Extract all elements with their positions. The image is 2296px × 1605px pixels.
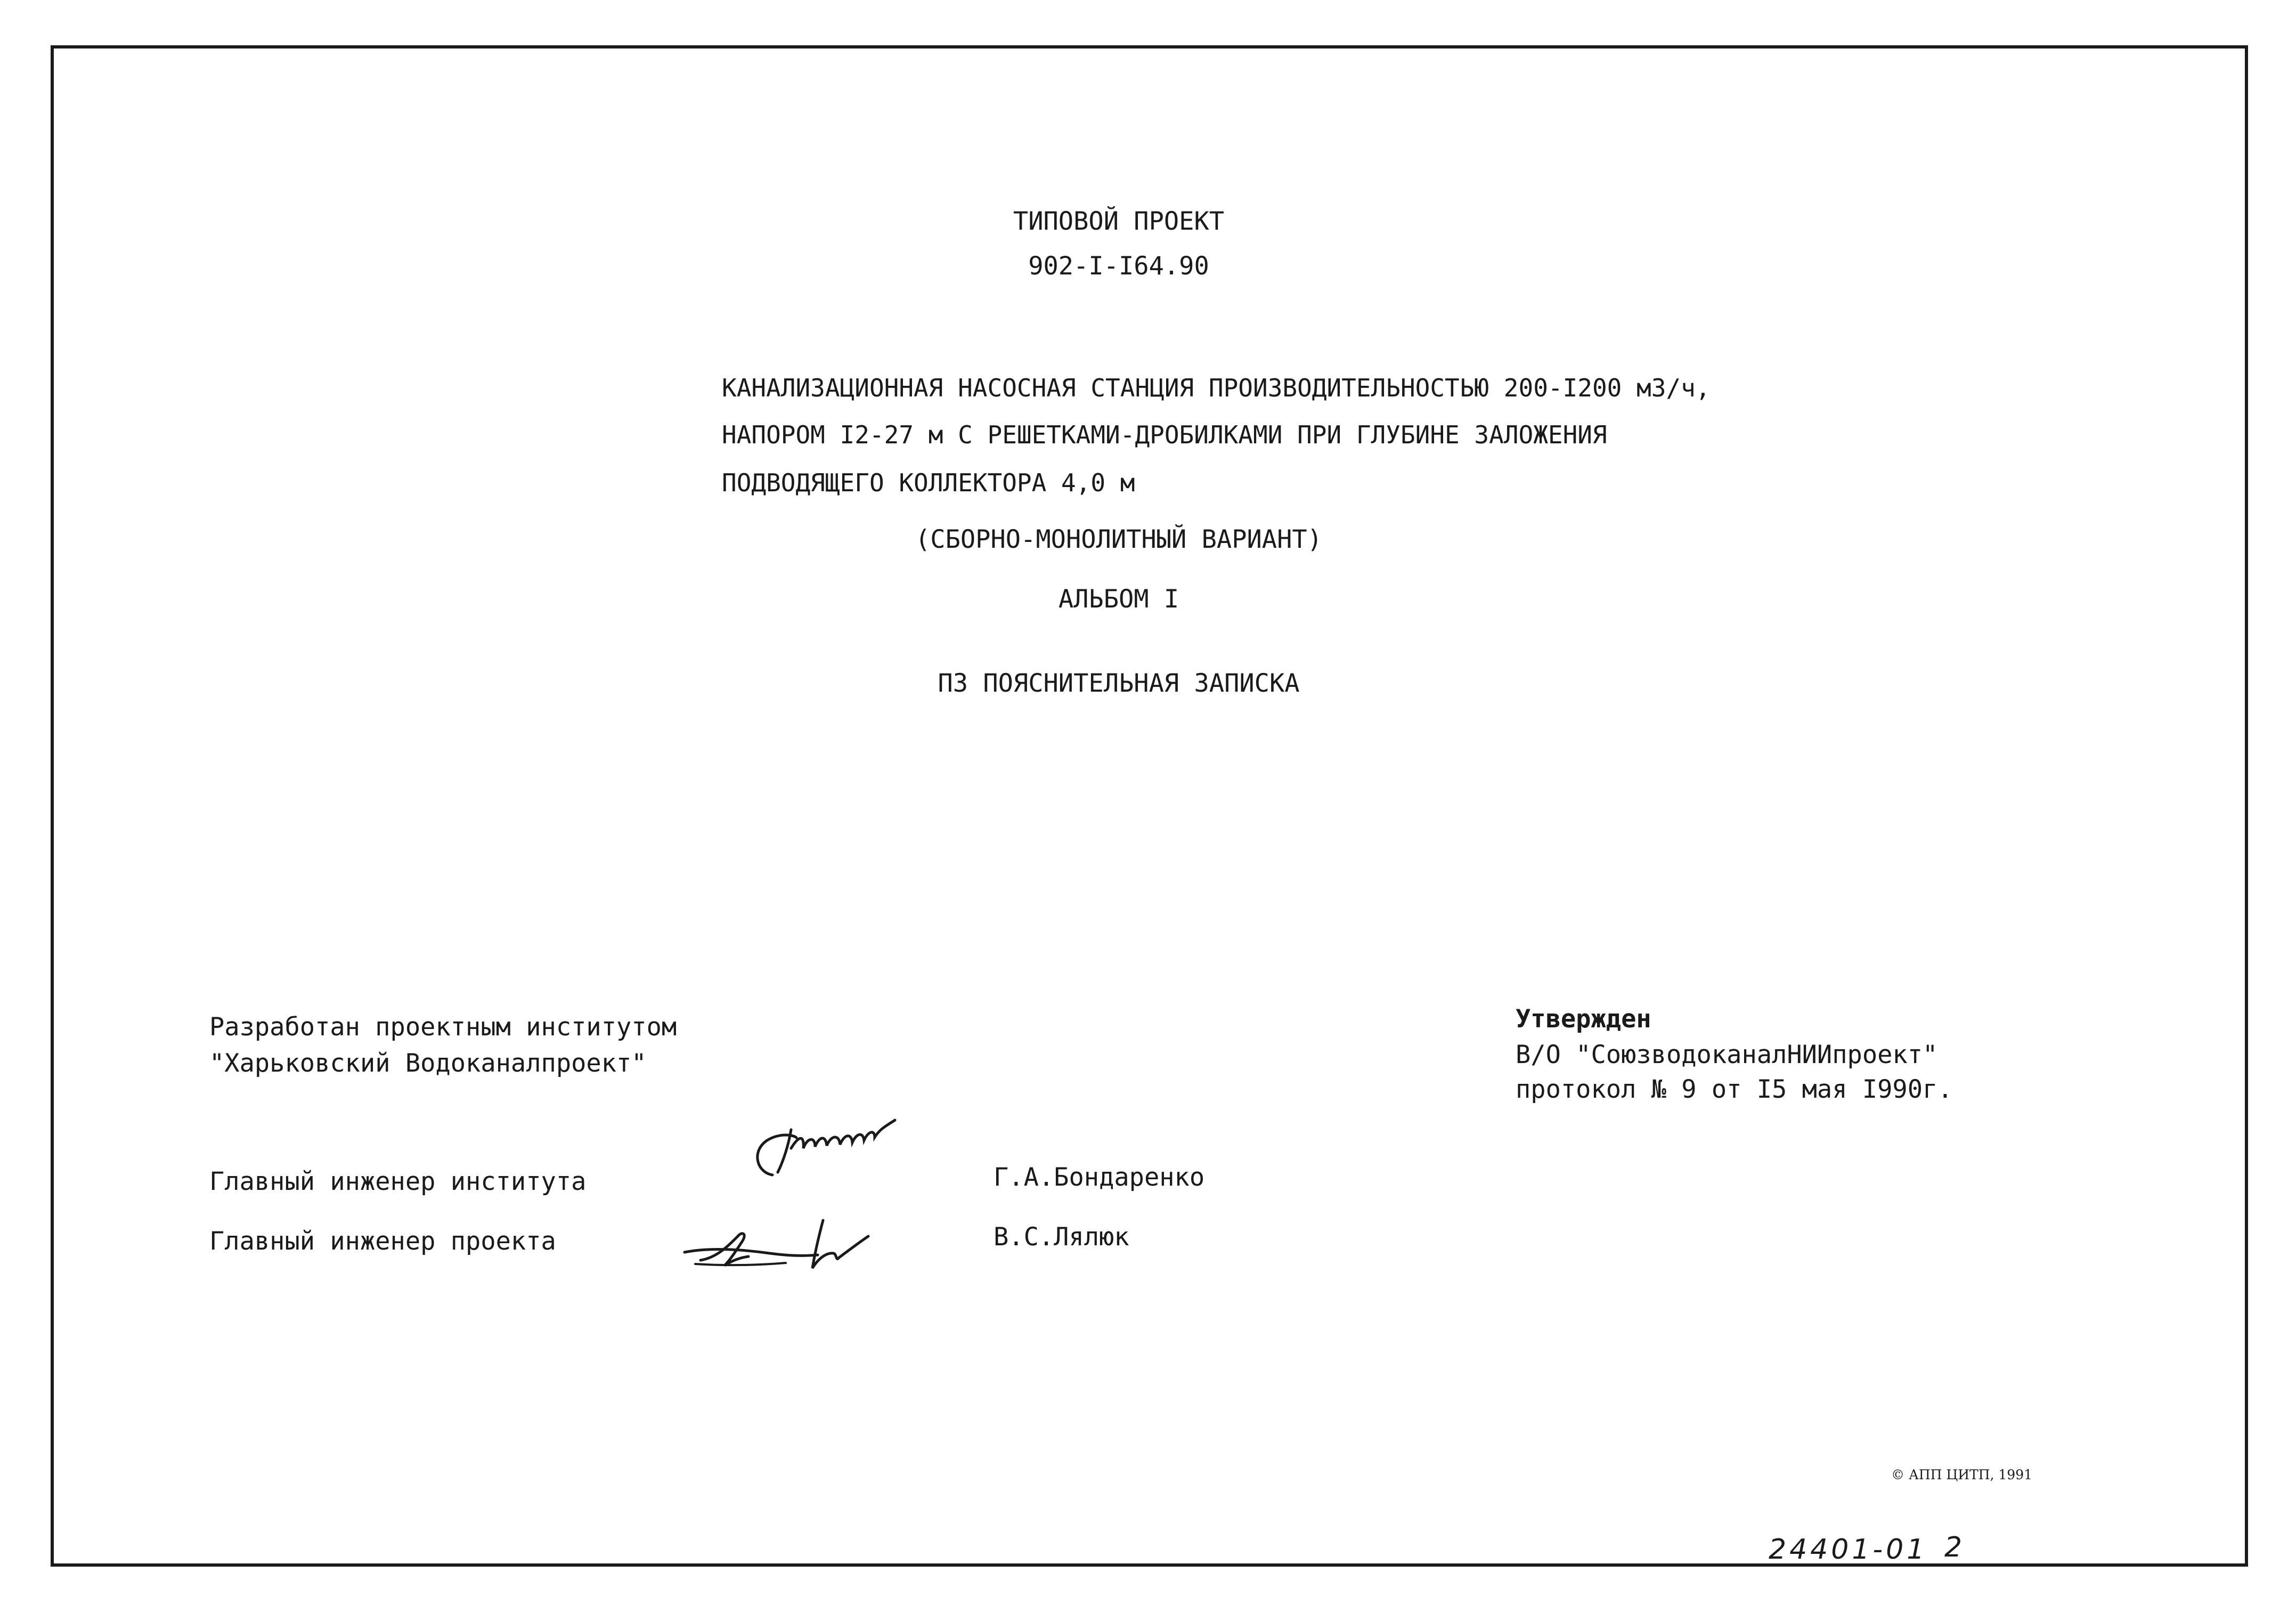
- document-code: 24401-01: [1769, 1534, 1928, 1566]
- construction-variant: (СБОРНО-МОНОЛИТНЫЙ ВАРИАНТ): [915, 525, 1322, 554]
- developer-line-1: Разработан проектным институтом: [209, 1012, 677, 1042]
- signature-chief-engineer-institute: [735, 1098, 911, 1183]
- approval-protocol: протокол № 9 от I5 мая I990г.: [1516, 1075, 1953, 1104]
- signatory-role-2: Главный инженер проекта: [209, 1227, 556, 1256]
- signatory-name-2: В.С.Лялюк: [994, 1222, 1129, 1252]
- approval-heading: Утвержден: [1516, 1004, 1651, 1034]
- description-line-2: НАПОРОМ I2-27 м С РЕШЕТКАМИ-ДРОБИЛКАМИ ПРИ ГЛУБИНЕ ЗАЛОЖЕНИЯ: [722, 420, 1607, 449]
- signatory-name-1: Г.А.Бондаренко: [994, 1163, 1205, 1192]
- approval-organization: В/О "СоюзводоканалНИИпроект": [1516, 1040, 1938, 1069]
- signatory-role-1: Главный инженер института: [209, 1167, 587, 1196]
- developer-line-2: "Харьковский Водоканалпроект": [209, 1049, 647, 1078]
- page-number: 2: [1944, 1531, 1966, 1563]
- copyright-stamp: © АПП ЦИТП, 1991: [1891, 1467, 2033, 1482]
- signature-chief-engineer-project: [679, 1215, 882, 1279]
- project-type-title: ТИПОВОЙ ПРОЕКТ: [1013, 207, 1225, 236]
- description-line-3: ПОДВОДЯЩЕГО КОЛЛЕКТОРА 4,0 м: [722, 468, 1135, 497]
- project-number: 902-I-I64.90: [1028, 252, 1209, 281]
- album-label: АЛЬБОМ I: [1058, 585, 1179, 614]
- section-title: ПЗ ПОЯСНИТЕЛЬНАЯ ЗАПИСКА: [938, 669, 1300, 698]
- description-line-1: КАНАЛИЗАЦИОННАЯ НАСОСНАЯ СТАНЦИЯ ПРОИЗВОДИТЕЛЬНОСТЬЮ 200-I200 м3/ч,: [722, 374, 1711, 402]
